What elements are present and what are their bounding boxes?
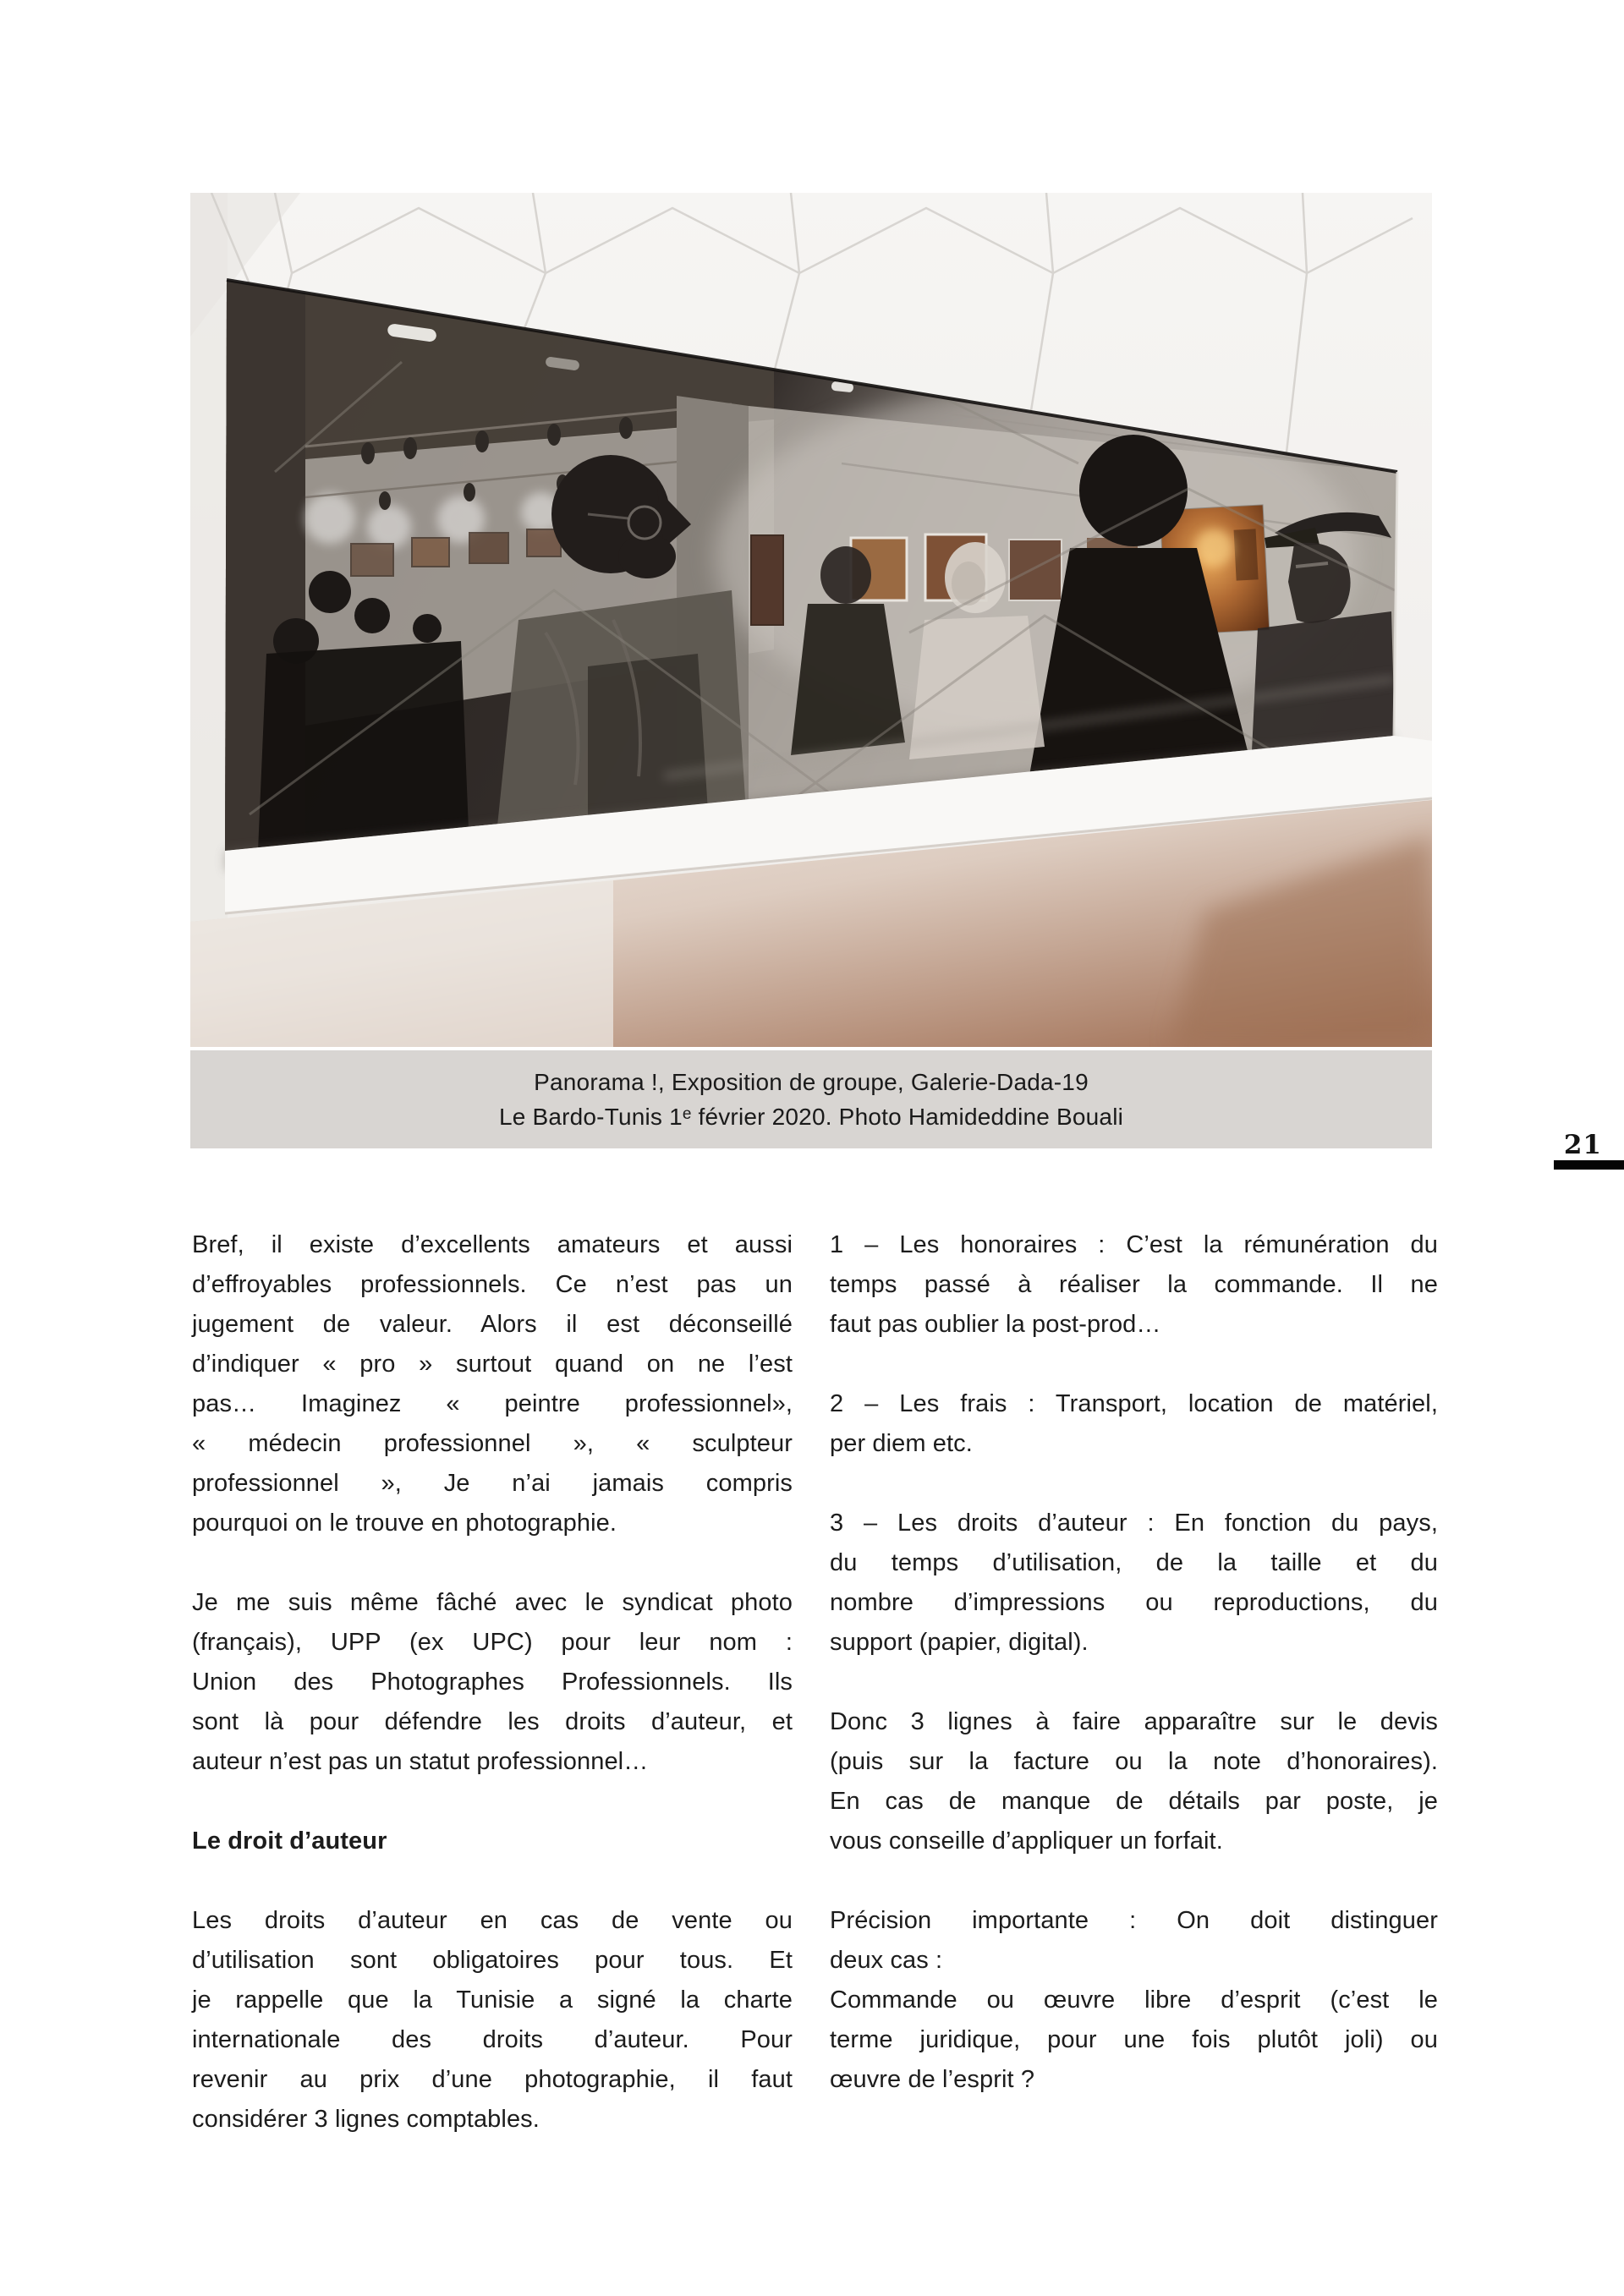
paragraph (830, 1384, 1438, 1464)
text-line: 3 – Les droits d’auteur : En fonction du pays, (830, 1510, 1438, 1537)
text-line: Donc 3 lignes à faire apparaître sur le devis (830, 1708, 1438, 1735)
text-line: support (papier, digital). (830, 1629, 1089, 1656)
paragraph (830, 1702, 1438, 1861)
text-line: temps passé à réaliser la commande. Il ne (830, 1271, 1438, 1298)
text-line: du temps d’utilisation, de la taille et du (830, 1549, 1438, 1576)
paragraph (192, 1583, 793, 1782)
paragraph (192, 1901, 793, 2140)
photo-caption (190, 1050, 1432, 1148)
paragraph (192, 1225, 793, 1543)
paragraph (830, 1225, 1438, 1345)
section-heading (192, 1822, 793, 1861)
text-line: nombre d’impressions ou reproductions, du (830, 1589, 1438, 1616)
text-line: terme juridique, pour une fois plutôt joli) ou (830, 2026, 1438, 2053)
text-column-right (830, 1225, 1438, 2100)
text-line: sont là pour défendre les droits d’auteur, et (192, 1708, 793, 1735)
text-line: Commande ou œuvre libre d’esprit (c’est le (830, 1986, 1438, 2014)
exhibition-figure (190, 193, 1432, 1148)
text-line: (puis sur la facture ou la note d’honoraires). (830, 1748, 1438, 1775)
text-line: (français), UPP (ex UPC) pour leur nom : (192, 1629, 793, 1656)
text-line: Les droits d’auteur en cas de vente ou (192, 1907, 793, 1934)
text-line: 1 – Les honoraires : C’est la rémunération du (830, 1231, 1438, 1258)
page-number-rule (1554, 1160, 1624, 1170)
text-line: d’indiquer « pro » surtout quand on ne l’est (192, 1351, 793, 1378)
text-column-left (192, 1225, 793, 2140)
text-line: auteur n’est pas un statut professionnel… (192, 1748, 649, 1775)
text-line: pourquoi on le trouve en photographie. (192, 1510, 617, 1537)
text-line: considérer 3 lignes comptables. (192, 2106, 540, 2133)
text-line: Je me suis même fâché avec le syndicat photo (192, 1589, 793, 1616)
caption-line-1: Panorama !, Exposition de groupe, Galerie-Dada-19 (534, 1069, 1089, 1095)
text-line: revenir au prix d’une photographie, il faut (192, 2066, 793, 2093)
text-line: jugement de valeur. Alors il est déconseillé (192, 1311, 793, 1338)
text-line: Le droit d’auteur (192, 1827, 387, 1855)
text-line: d’effroyables professionnels. Ce n’est pas un (192, 1271, 793, 1298)
text-line: Bref, il existe d’excellents amateurs et aussi (192, 1231, 793, 1258)
text-line: Précision importante : On doit distinguer (830, 1907, 1438, 1934)
text-line: je rappelle que la Tunisie a signé la charte (192, 1986, 793, 2014)
exhibition-photo (190, 193, 1432, 1047)
text-line: 2 – Les frais : Transport, location de matériel, (830, 1390, 1438, 1417)
paragraph (830, 1504, 1438, 1663)
text-line: deux cas : (830, 1947, 943, 1974)
text-line: Union des Photographes Professionnels. Ils (192, 1669, 793, 1696)
text-line: professionnel », Je n’ai jamais compris (192, 1470, 793, 1497)
caption-line-2: Le Bardo-Tunis 1ᵉ février 2020. Photo Hamideddine Bouali (498, 1104, 1124, 1130)
text-line: œuvre de l’esprit ? (830, 2066, 1035, 2093)
text-line: d’utilisation sont obligatoires pour tous. Et (192, 1947, 793, 1974)
text-line: En cas de manque de détails par poste, je (830, 1788, 1438, 1815)
text-line: pas… Imaginez « peintre professionnel», (192, 1390, 793, 1417)
page-number: 21 (1563, 1130, 1602, 1160)
text-line: « médecin professionnel », « sculpteur (192, 1430, 793, 1457)
text-line: per diem etc. (830, 1430, 973, 1457)
text-line: internationale des droits d’auteur. Pour (192, 2026, 793, 2053)
text-line: vous conseille d’appliquer un forfait. (830, 1827, 1223, 1855)
text-line: faut pas oublier la post-prod… (830, 1311, 1161, 1338)
paragraph (830, 1901, 1438, 2100)
